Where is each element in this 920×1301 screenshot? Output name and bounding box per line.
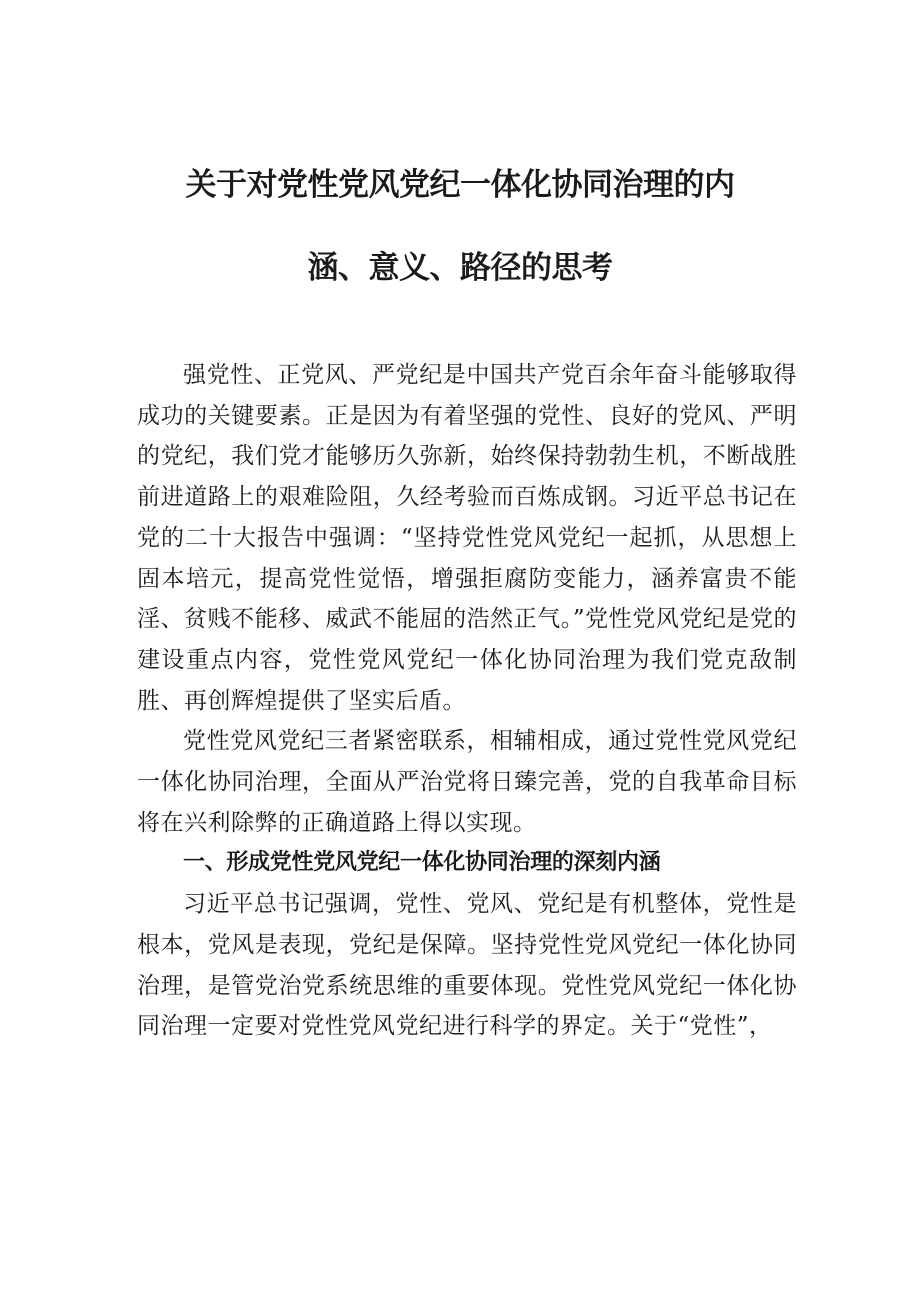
document-title-line-1: 关于对党性党风党纪一体化协同治理的内 xyxy=(185,167,735,203)
document-body xyxy=(137,355,797,1047)
intro-paragraph-2: 党性党风党纪三者紧密联系，相辅相成，通过党性党风党纪一体化协同治理，全面从严治党将日臻完善，党的自我革命目标将在兴利除弊的正确道路上得以实现。 xyxy=(137,728,797,836)
section-1-paragraph: 习近平总书记强调，党性、党风、党纪是有机整体，党性是根本，党风是表现，党纪是保障。坚持党性党风党纪一体化协同治理，是管党治党系统思维的重要体现。党性党风党纪一体化协同治理一定要对党性党风党纪进行科学的界定。关于“党性”， xyxy=(137,891,797,1040)
document-title-line-2: 涵、意义、路径的思考 xyxy=(307,250,613,286)
intro-paragraph-1: 强党性、正党风、严党纪是中国共产党百余年奋斗能够取得成功的关键要素。正是因为有着坚强的党性、良好的党风、严明的党纪，我们党才能够历久弥新，始终保持勃勃生机，不断战胜前进道路上的艰难险阻，久经考验而百炼成钢。习近平总书记在党的二十大报告中强调：“坚持党性党风党纪一起抓，从思想上固本培元，提高党性觉悟，增强拒腐防变能力，涵养富贵不能淫、贫贱不能移、威武不能屈的浩然正气。”党性党风党纪是党的建设重点内容，党性党风党纪一体化协同治理为我们党克敌制胜、再创辉煌提供了坚实后盾。 xyxy=(137,362,797,714)
section-heading-1: 一、形成党性党风党纪一体化协同治理的深刻内涵 xyxy=(183,850,661,876)
